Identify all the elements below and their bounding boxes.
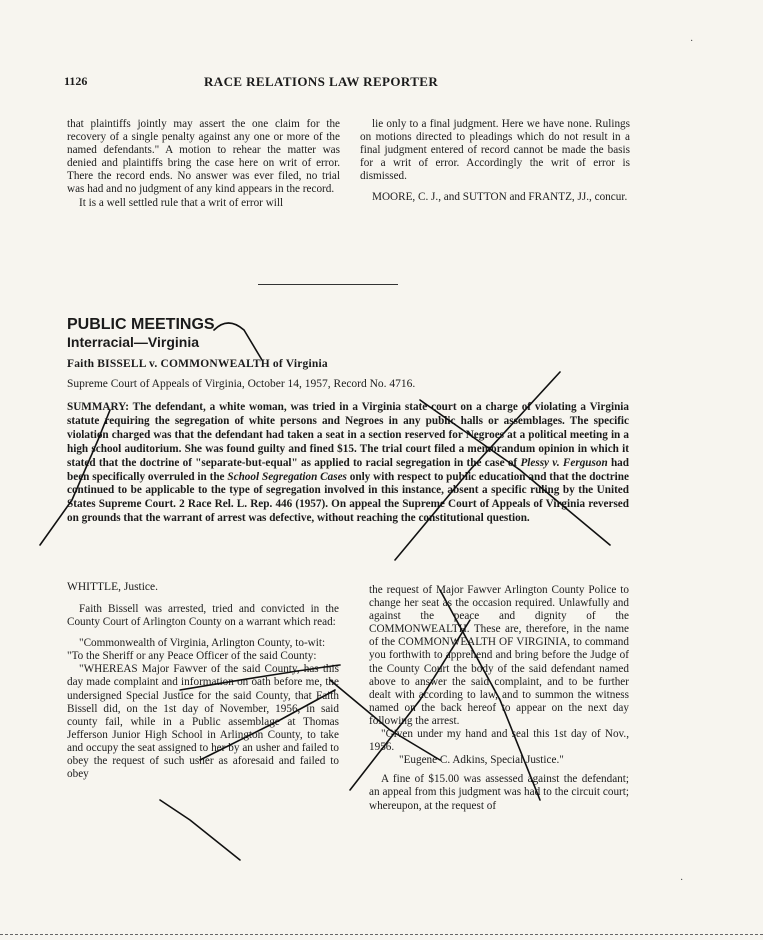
top-left-paragraph: It is a well settled rule that a writ of error will: [79, 196, 284, 209]
case-citation: Plessy v. Ferguson: [520, 456, 608, 469]
section-title: PUBLIC MEETINGS: [67, 316, 215, 333]
opinion-paragraph: Faith Bissell was arrested, tried and convicted in the County Court of Arlington County on a warrant which read:: [67, 603, 339, 629]
pen-stroke: [440, 590, 540, 800]
warrant-paragraph: the request of Major Fawver Arlington County Police to change her seat as the occasion required. Unlawfully and against the peace and dignity of the COMMONWEALTH. These are, therefore, in the name of the COMMONWEALTH OF VIRGINIA, to command you forthwith to apprehend and bring before the Judge of the County Court the body of the said defendant named above to answer the said complaint, and to be further dealt with according to law, and to summon the witness named on the back hereof to appear on the next day following the arrest.: [369, 584, 629, 727]
top-right-paragraph: lie only to a final judgment. Here we have none. Rulings on motions directed to pleadings which do not result in a final judgment entered of record cannot be made the basis for a writ of error. Accordingly the writ of error is dismissed.: [360, 118, 630, 183]
summary-label: SUMMARY:: [67, 401, 129, 413]
summary-text: The defendant, a white woman, was tried in a Virginia state court on a charge of violating a Virginia statute requiring the segregation of white persons and Negroes in any public halls or assemblages. The specific violation charged was that the defendant had taken a seat in a section reserved for Negroes at a political meeting in a high school auditorium. She was found guilty and fined $15. The trial court filed a memorandum opinion in which it stated that the doctrine of "separate-but-equal" as applied to racial segregation in the case of: [67, 401, 629, 469]
warrant-paragraph: "Given under my hand and seal this 1st day of Nov., 1956.: [369, 728, 629, 754]
pen-stroke: [330, 680, 440, 760]
scan-speck: ·: [690, 36, 694, 47]
scan-edge: [0, 934, 763, 935]
pen-stroke: [350, 620, 470, 790]
opinion-paragraph: A fine of $15.00 was assessed against the defendant; an appeal from this judgment was had to the circuit court; whereupon, at the request of: [369, 773, 629, 812]
pen-stroke: [40, 410, 110, 545]
case-citation: School Segregation Cases: [227, 470, 347, 483]
pen-stroke: [214, 323, 262, 360]
court-line: Supreme Court of Appeals of Virginia, October 14, 1957, Record No. 4716.: [67, 378, 416, 390]
warrant-paragraph: "Commonwealth of Virginia, Arlington County, to-wit:: [79, 637, 326, 650]
warrant-signature: "Eugene C. Adkins, Special Justice.": [399, 754, 564, 767]
page-number: 1126: [64, 74, 88, 88]
summary-text: only with respect to public education and that the doctrine continued to be applicable to the type of segregation involved in this instance, absent a specific ruling by the United States Supreme Court. 2 Race Rel. L. Rep. 446 (1957). On appeal the Supreme Court of Appeals of Virginia reversed on grounds that the warrant of arrest was defective, without reaching the constitutional question.: [67, 470, 629, 525]
concurrence: MOORE, C. J., and SUTTON and FRANTZ, JJ., concur.: [372, 191, 628, 204]
judge-name: WHITTLE, Justice.: [67, 581, 159, 593]
pen-stroke: [160, 800, 240, 860]
warrant-paragraph: "WHEREAS Major Fawver of the said County, has this day made complaint and information on oath before me, the undersigned Special Justice for the said County, that Faith Bissell did, on the 1st day of November, 1956, in said county fail, while in a Public assemblage at Thomas Jefferson Junior High School in Arlington County, to take and occupy the seat assigned to her by an usher and failed to obey the request of such usher as aforesaid and failed to obey: [67, 663, 339, 781]
scan-speck: ·: [680, 875, 684, 886]
top-left-paragraph: that plaintiffs jointly may assert the one claim for the recovery of a single penalty against any one or more of the named defendants." A motion to rehear the matter was denied and plaintiffs bring the case here on writ of error. There the record ends. No answer was ever filed, no trial was had and no judgment of any kind appears in the record.: [67, 118, 340, 196]
pen-stroke: [200, 690, 335, 760]
section-subtitle: Interracial—Virginia: [67, 334, 200, 350]
reporter-name: RACE RELATIONS LAW REPORTER: [204, 74, 439, 89]
warrant-paragraph: "To the Sheriff or any Peace Officer of the said County:: [67, 650, 317, 663]
case-name: Faith BISSELL v. COMMONWEALTH of Virginia: [67, 358, 328, 370]
pen-stroke: [180, 665, 340, 690]
summary-text: had been specifically overruled in the: [67, 456, 629, 483]
